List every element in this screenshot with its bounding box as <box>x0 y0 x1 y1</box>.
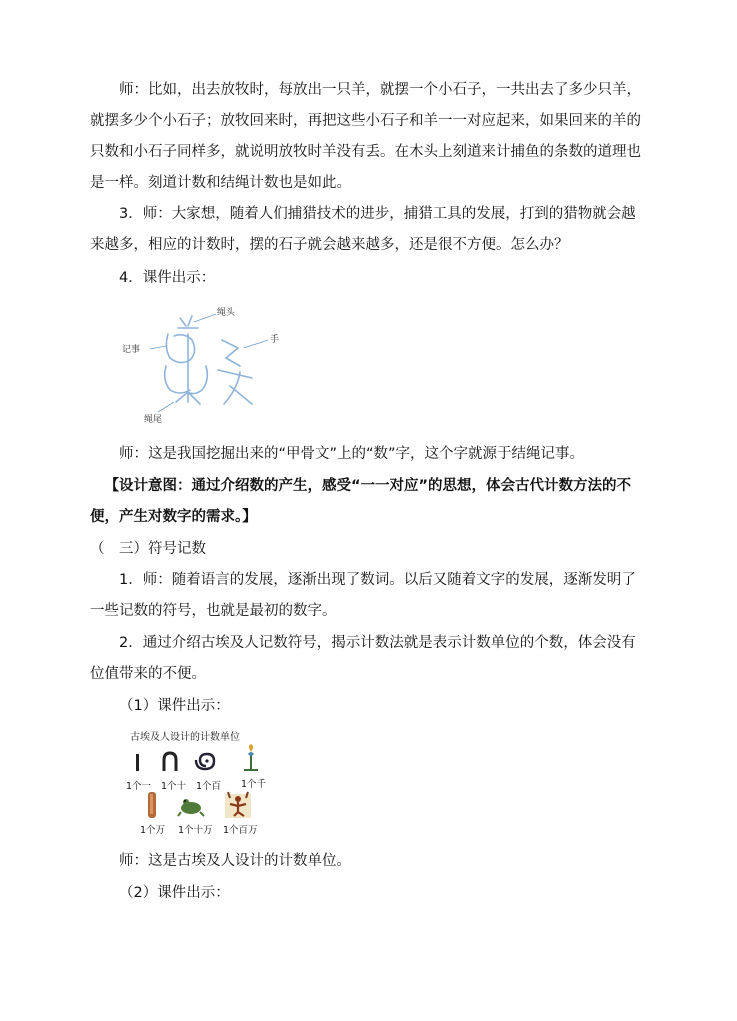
unit-label-hundred: 1个百 <box>196 781 222 792</box>
egypt-symbols-row-1 <box>120 744 290 778</box>
unit-label-hundred-thousand: 1个十万 <box>178 825 213 836</box>
kneeling-god-symbol-icon <box>225 792 251 818</box>
paragraph-egypt-explanation: 师：这是古埃及人设计的计数单位。 <box>119 853 351 869</box>
frog-symbol-icon <box>178 799 204 816</box>
label-rope-tail: 绳尾 <box>144 415 163 425</box>
paragraph-design-intent: 【设计意图：通过介绍数的产生，感受“一一对应”的思想，体会古代计数方法的不便，产生对数字的需求。】 <box>90 478 632 525</box>
label-hand: 手 <box>270 335 280 345</box>
finger-symbol-icon <box>148 792 156 818</box>
paragraph-question-3: 3．师：大家想，随着人们捕猎技术的进步，捕猎工具的发展，打到的猎物就会越来越多，相应的计数时，摆的石子就会越来越多，还是很不方便。怎么办？ <box>90 206 636 253</box>
section-heading-symbol-counting: （ 三）符号记数 <box>90 541 206 557</box>
unit-label-ten-thousand: 1个万 <box>140 825 166 836</box>
paragraph-item-1: 1．师：随着语言的发展，逐渐出现了数词。以后又随着文字的发展，逐渐发明了一些记数的符号，也就是最初的数字。 <box>90 572 636 619</box>
unit-label-thousand: 1个千 <box>241 779 267 790</box>
oracle-bone-shu-figure <box>118 300 298 430</box>
paragraph-item-2: 2．通过介绍古埃及人记数符号，揭示计数法就是表示计数单位的个数，体会没有位值带来的不便。 <box>90 635 636 682</box>
paragraph-item-4: 4．课件出示： <box>119 270 216 286</box>
stroke-symbol-icon <box>136 754 139 771</box>
egypt-symbols-row-2 <box>120 790 290 820</box>
label-rope-head: 绳头 <box>217 308 236 318</box>
lotus-symbol-icon <box>244 744 258 770</box>
label-record: 记事 <box>122 345 141 355</box>
egyptian-units-figure <box>120 726 290 838</box>
heel-bone-symbol-icon <box>164 753 176 771</box>
paragraph-sub-1: （1）课件出示： <box>119 698 230 714</box>
coil-symbol-icon <box>196 754 214 769</box>
paragraph-sub-2: （2）课件出示： <box>119 885 230 901</box>
egypt-figure-title: 古埃及人设计的计数单位 <box>130 732 240 743</box>
paragraph-oracle-explanation: 师：这是我国挖掘出来的“甲骨文”上的“数”字，这个字就源于结绳记事。 <box>119 446 585 462</box>
paragraph-herding-explanation: 师：比如，出去放牧时，每放出一只羊，就摆一个小石子，一共出去了多少只羊，就摆多少个小石子；放牧回来时，再把这些小石子和羊一一对应起来，如果回来的羊的只数和小石子同样多，就说明放牧时羊没有丢。在木头上刻道来计捕鱼的条数的道理也是一样。刻道计数和结绳计数也是如此。 <box>90 82 641 191</box>
unit-label-ten: 1个十 <box>161 781 187 792</box>
unit-label-one: 1个一 <box>126 781 152 792</box>
unit-label-million: 1个百万 <box>223 825 258 836</box>
